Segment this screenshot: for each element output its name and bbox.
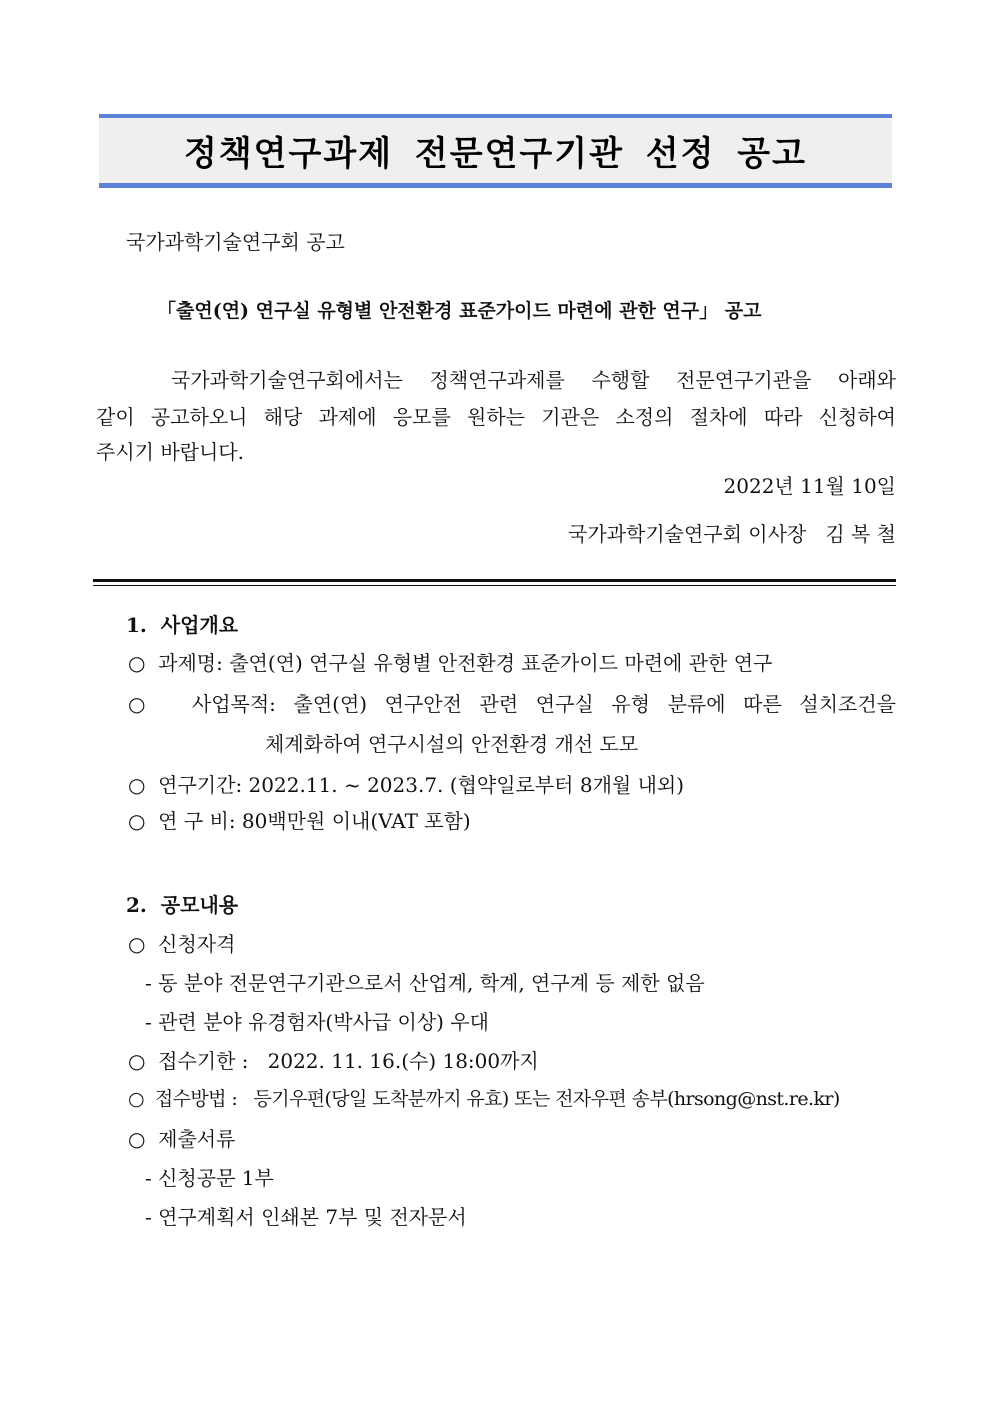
section2-item-method: ○ 접수방법 : 등기우편(당일 도착분까지 유효) 또는 전자우편 송부(hrsong@nst.re.kr) bbox=[128, 1088, 840, 1110]
divider-thick bbox=[93, 579, 896, 582]
section1-item-purpose: ○ 사업목적: 출연(연) 연구안전 관련 연구실 유형 분류에 따른 설치조건을 bbox=[128, 692, 896, 716]
intro-line-2: 같이 공고하오니 해당 과제에 응모를 원하는 기관은 소정의 절차에 따라 신청하여 bbox=[96, 405, 896, 429]
title-banner bbox=[99, 114, 892, 188]
signatory: 국가과학기술연구회 이사장 김 복 철 bbox=[568, 522, 896, 546]
section2-item-documents: ○ 제출서류 bbox=[128, 1127, 236, 1151]
notice-org: 국가과학기술연구회 공고 bbox=[126, 230, 345, 254]
section2-item-deadline: ○ 접수기한 : 2022. 11. 16.(수) 18:00까지 bbox=[128, 1049, 539, 1073]
section2-item-documents-1: - 신청공문 1부 bbox=[145, 1166, 274, 1190]
document-title: 정책연구과제 전문연구기관 선정 공고 bbox=[183, 134, 807, 174]
notice-subject: 「출연(연) 연구실 유형별 안전환경 표준가이드 마련에 관한 연구」 공고 bbox=[157, 300, 762, 322]
section1-item-period: ○ 연구기간: 2022.11. ~ 2023.7. (협약일로부터 8개월 내외) bbox=[128, 773, 685, 797]
section1-item-budget: ○ 연 구 비: 80백만원 이내(VAT 포함) bbox=[128, 809, 471, 833]
section2-item-documents-2: - 연구계획서 인쇄본 7부 및 전자문서 bbox=[145, 1205, 467, 1229]
notice-date: 2022년 11월 10일 bbox=[723, 474, 896, 498]
section1-heading: 1. 사업개요 bbox=[126, 613, 239, 637]
section1-item-purpose-cont: 체계화하여 연구시설의 안전환경 개선 도모 bbox=[265, 732, 639, 756]
section2-item-eligibility-1: - 동 분야 전문연구기관으로서 산업계, 학계, 연구계 등 제한 없음 bbox=[145, 971, 705, 995]
intro-line-3: 주시기 바랍니다. bbox=[96, 440, 244, 464]
section1-item-title: ○ 과제명: 출연(연) 연구실 유형별 안전환경 표준가이드 마련에 관한 연구 bbox=[128, 651, 773, 675]
section2-item-eligibility-2: - 관련 분야 유경험자(박사급 이상) 우대 bbox=[145, 1010, 489, 1034]
section2-heading: 2. 공모내용 bbox=[126, 893, 239, 917]
section2-item-eligibility: ○ 신청자격 bbox=[128, 932, 236, 956]
intro-line-1: 국가과학기술연구회에서는 정책연구과제를 수행할 전문연구기관을 아래와 bbox=[171, 368, 896, 392]
divider-thin bbox=[93, 585, 896, 586]
